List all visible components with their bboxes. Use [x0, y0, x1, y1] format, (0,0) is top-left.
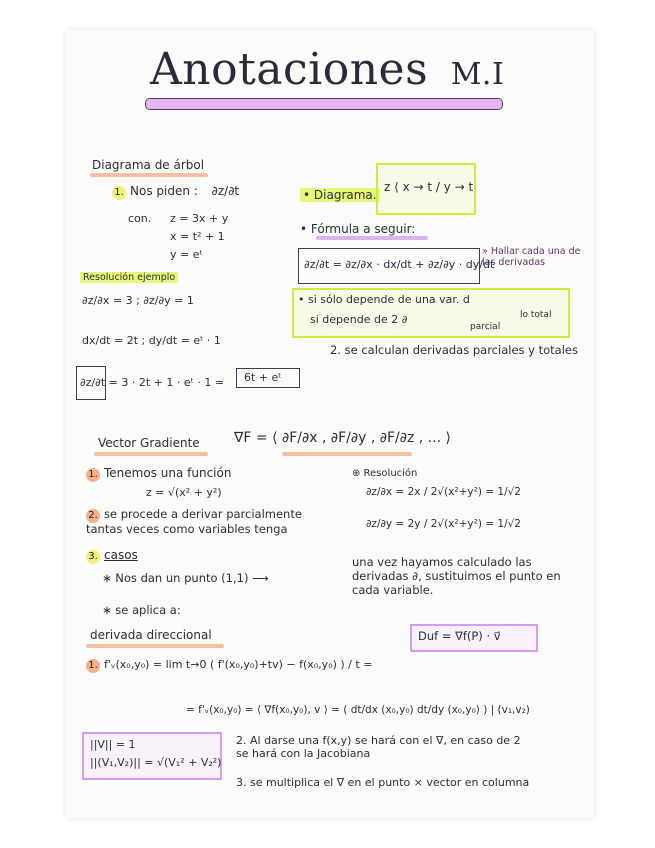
title-suffix: M.I — [450, 57, 505, 92]
example-heading — [80, 272, 178, 283]
example-result: 6t + eᵗ — [244, 371, 282, 384]
formula-label: • Fórmula a seguir: — [300, 222, 416, 236]
equation-x: x = t² + 1 — [170, 230, 225, 243]
tree-step2: 2. se calculan derivadas parciales y totales — [330, 343, 578, 357]
gradient-definition: ∇F = ⟨ ∂F/∂x , ∂F/∂y , ∂F/∂z , ... ⟩ — [234, 430, 451, 446]
point1-text: Tenemos una función — [104, 466, 232, 480]
norm-formula: ||(V₁,V₂)|| = √(V₁² + V₂²) — [90, 756, 222, 769]
step1-bullet: 1. — [112, 186, 126, 200]
dir-step1-bullet: 1. — [86, 659, 100, 673]
chain-rule-formula: ∂z/∂t = ∂z/∂x · dx/dt + ∂z/∂y · dy/dt — [304, 258, 495, 271]
directional-step3: 3. se multiplica el ∇ en el punto × vector en columna — [236, 776, 530, 789]
formula-label-underline — [316, 236, 428, 240]
gradient-heading: Vector Gradiente — [98, 436, 200, 450]
diagram-tree: z ⟨ x → t / y → t — [384, 180, 474, 194]
point3-text: casos — [104, 548, 138, 562]
note-total: • si sólo depende de una var. d — [298, 293, 470, 306]
title-underline-bar — [145, 98, 503, 110]
gradient-point3 — [86, 548, 138, 564]
case-apply: ∗ se aplica a: — [102, 603, 181, 617]
equation-z: z = 3x + y — [170, 212, 229, 225]
formula-note: » Hallar cada una de las derivadas — [482, 246, 581, 269]
note-partial: si depende de 2 ∂ — [310, 313, 408, 326]
point2-bullet: 2. — [86, 509, 100, 523]
gradient-point1 — [86, 466, 231, 482]
note-partial-tag: parcial — [470, 322, 501, 332]
con-label: con. — [128, 212, 152, 225]
example-heading-text: Resolución ejemplo — [80, 272, 178, 283]
directional-step1 — [86, 658, 372, 673]
resolution-dy: ∂z/∂y = 2y / 2√(x²+y²) = 1/√2 — [366, 518, 521, 530]
diagram-label — [300, 188, 380, 202]
point3-bullet: 3. — [86, 550, 100, 564]
resolution-dx: ∂z/∂x = 2x / 2√(x²+y²) = 1/√2 — [366, 486, 521, 498]
point1-bullet: 1. — [86, 468, 100, 482]
step1-target: ∂z/∂t — [211, 184, 240, 198]
step1-text: Nos piden : — [130, 184, 198, 198]
directional-step1b: = f'ᵥ(x₀,y₀) = ⟨ ∇f(x₀,y₀), v ⟩ = ( dt/dx (x₀,y₀) dt/dy (x₀,y₀) ) | (v₁,v₂) — [186, 704, 530, 716]
note-total-tag: lo total — [520, 310, 552, 320]
notebook-page — [66, 30, 594, 818]
directional-heading: derivada direccional — [90, 628, 212, 642]
dir-step1-text: f'ᵥ(x₀,y₀) = lim t→0 ( f'(x₀,y₀)+tv) − f(x₀,y₀) ) / t = — [104, 658, 373, 671]
example-partials: ∂z/∂x = 3 ; ∂z/∂y = 1 — [82, 294, 194, 307]
example-derivatives: dx/dt = 2t ; dy/dt = eᵗ · 1 — [82, 334, 221, 347]
gradient-point2 — [86, 508, 336, 537]
title-main: Anotaciones — [150, 44, 429, 95]
tree-heading: Diagrama de árbol — [92, 158, 205, 172]
equation-y: y = eᵗ — [170, 248, 203, 261]
directional-formula: Duf = ∇f(P) · v⃗ — [418, 629, 501, 643]
directional-step2: 2. Al darse una f(x,y) se hará con el ∇, en caso de 2 se hará con la Jacobiana — [236, 734, 521, 761]
page-title — [150, 44, 504, 95]
point2-text: se procede a derivar parcialmente tantas veces como variables tenga — [86, 507, 302, 536]
norm-unit: ||V|| = 1 — [90, 738, 136, 751]
gradient-def-underline — [282, 452, 412, 456]
gradient-function: z = √(x² + y²) — [146, 486, 222, 499]
example-total: ∂z/∂t = 3 · 2t + 1 · eᵗ · 1 = — [80, 376, 225, 389]
tree-step1 — [112, 184, 239, 200]
gradient-heading-underline — [94, 452, 208, 456]
tree-heading-underline — [90, 173, 208, 177]
diagram-label-text: • Diagrama. — [300, 188, 380, 202]
case-point: ∗ Nos dan un punto (1,1) ⟶ — [102, 571, 269, 585]
case-point-result: una vez hayamos calculado las derivadas ∂, sustituimos el punto en cada variable. — [352, 555, 561, 597]
resolution-heading: ⊕ Resolución — [352, 468, 418, 479]
directional-heading-underline — [86, 644, 224, 648]
